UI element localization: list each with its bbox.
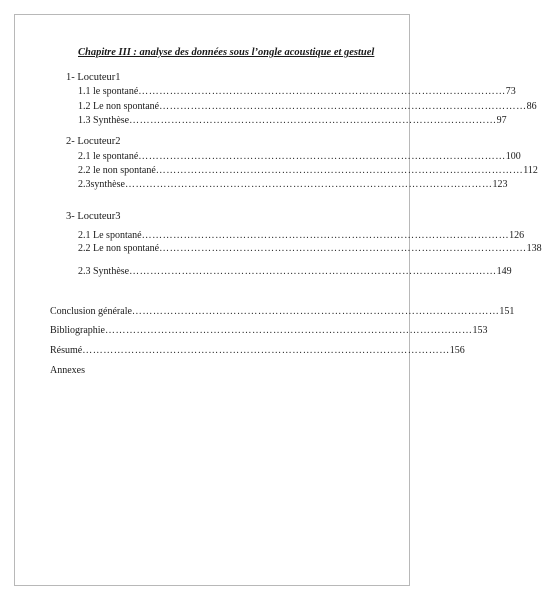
toc-entry-label: 2.2 Le non spontané xyxy=(78,243,160,254)
toc-entry-page: 100 xyxy=(505,151,521,162)
dot-leader: …………………………………………………………………………………………… xyxy=(82,345,450,356)
toc-entry-page: 149 xyxy=(496,266,512,277)
dot-leader: …………………………………………………………………………………………… xyxy=(159,243,527,254)
annexes-entry xyxy=(50,365,85,376)
toc-entry xyxy=(78,230,525,241)
toc-entry xyxy=(78,115,507,126)
toc-entry xyxy=(78,266,512,277)
dot-leader: …………………………………………………………………………………………… xyxy=(159,101,527,112)
toc-entry-page: 138 xyxy=(526,243,542,254)
toc-entry-page: 123 xyxy=(492,179,508,190)
toc-entry xyxy=(78,86,516,97)
toc-entry-page: 97 xyxy=(496,115,507,126)
section-heading-2: 2- Locuteur2 xyxy=(66,136,121,147)
dot-leader: …………………………………………………………………………………………… xyxy=(124,179,493,190)
toc-entry-label: 1.2 Le non spontané xyxy=(78,101,160,112)
dot-leader: …………………………………………………………………………………………… xyxy=(131,306,500,317)
toc-entry xyxy=(50,345,465,356)
dot-leader: …………………………………………………………………………………………… xyxy=(141,230,510,241)
toc-entry-page: 86 xyxy=(526,101,537,112)
toc-entry-page: 156 xyxy=(449,345,465,356)
toc-entry-label: 2.1 Le spontané xyxy=(78,230,142,241)
toc-entry-label: 2.2 le non spontané xyxy=(78,165,156,176)
toc-entry-label: 1.3 Synthèse xyxy=(78,115,130,126)
section-heading-3: 3- Locuteur3 xyxy=(66,211,121,222)
section-heading-1: 1- Locuteur1 xyxy=(66,72,121,83)
toc-entry xyxy=(78,151,521,162)
toc-entry-page: 151 xyxy=(499,306,515,317)
toc-entry-label: Conclusion générale xyxy=(50,306,132,317)
toc-entry-page: 73 xyxy=(505,86,516,97)
toc-entry-page: 112 xyxy=(523,165,538,176)
dot-leader: …………………………………………………………………………………………… xyxy=(155,165,524,176)
toc-entry-page: 153 xyxy=(472,325,488,336)
annexes-label: Annexes xyxy=(50,365,85,376)
toc-entry xyxy=(78,179,508,190)
page-frame xyxy=(14,14,410,586)
toc-entry xyxy=(78,165,538,176)
toc-entry-label: Bibliographie xyxy=(50,325,105,336)
toc-entry-label: 1.1 le spontané xyxy=(78,86,139,97)
toc-entry xyxy=(50,325,488,336)
toc-entry-label: Résumé xyxy=(50,345,83,356)
toc-entry-page: 126 xyxy=(509,230,525,241)
dot-leader: …………………………………………………………………………………………… xyxy=(105,325,473,336)
dot-leader: …………………………………………………………………………………………… xyxy=(129,266,497,277)
toc-entry-label: 2.3synthèse xyxy=(78,179,125,190)
toc-entry-label: 2.1 le spontané xyxy=(78,151,139,162)
chapter-title: Chapitre III : analyse des données sous l’ongle acoustique et gestuel xyxy=(78,47,375,58)
toc-entry xyxy=(78,243,542,254)
toc-entry xyxy=(78,101,537,112)
toc-entry-label: 2.3 Synthèse xyxy=(78,266,130,277)
toc-entry xyxy=(50,306,515,317)
dot-leader: …………………………………………………………………………………………… xyxy=(138,151,506,162)
dot-leader: …………………………………………………………………………………………… xyxy=(129,115,497,126)
dot-leader: …………………………………………………………………………………………… xyxy=(138,86,506,97)
